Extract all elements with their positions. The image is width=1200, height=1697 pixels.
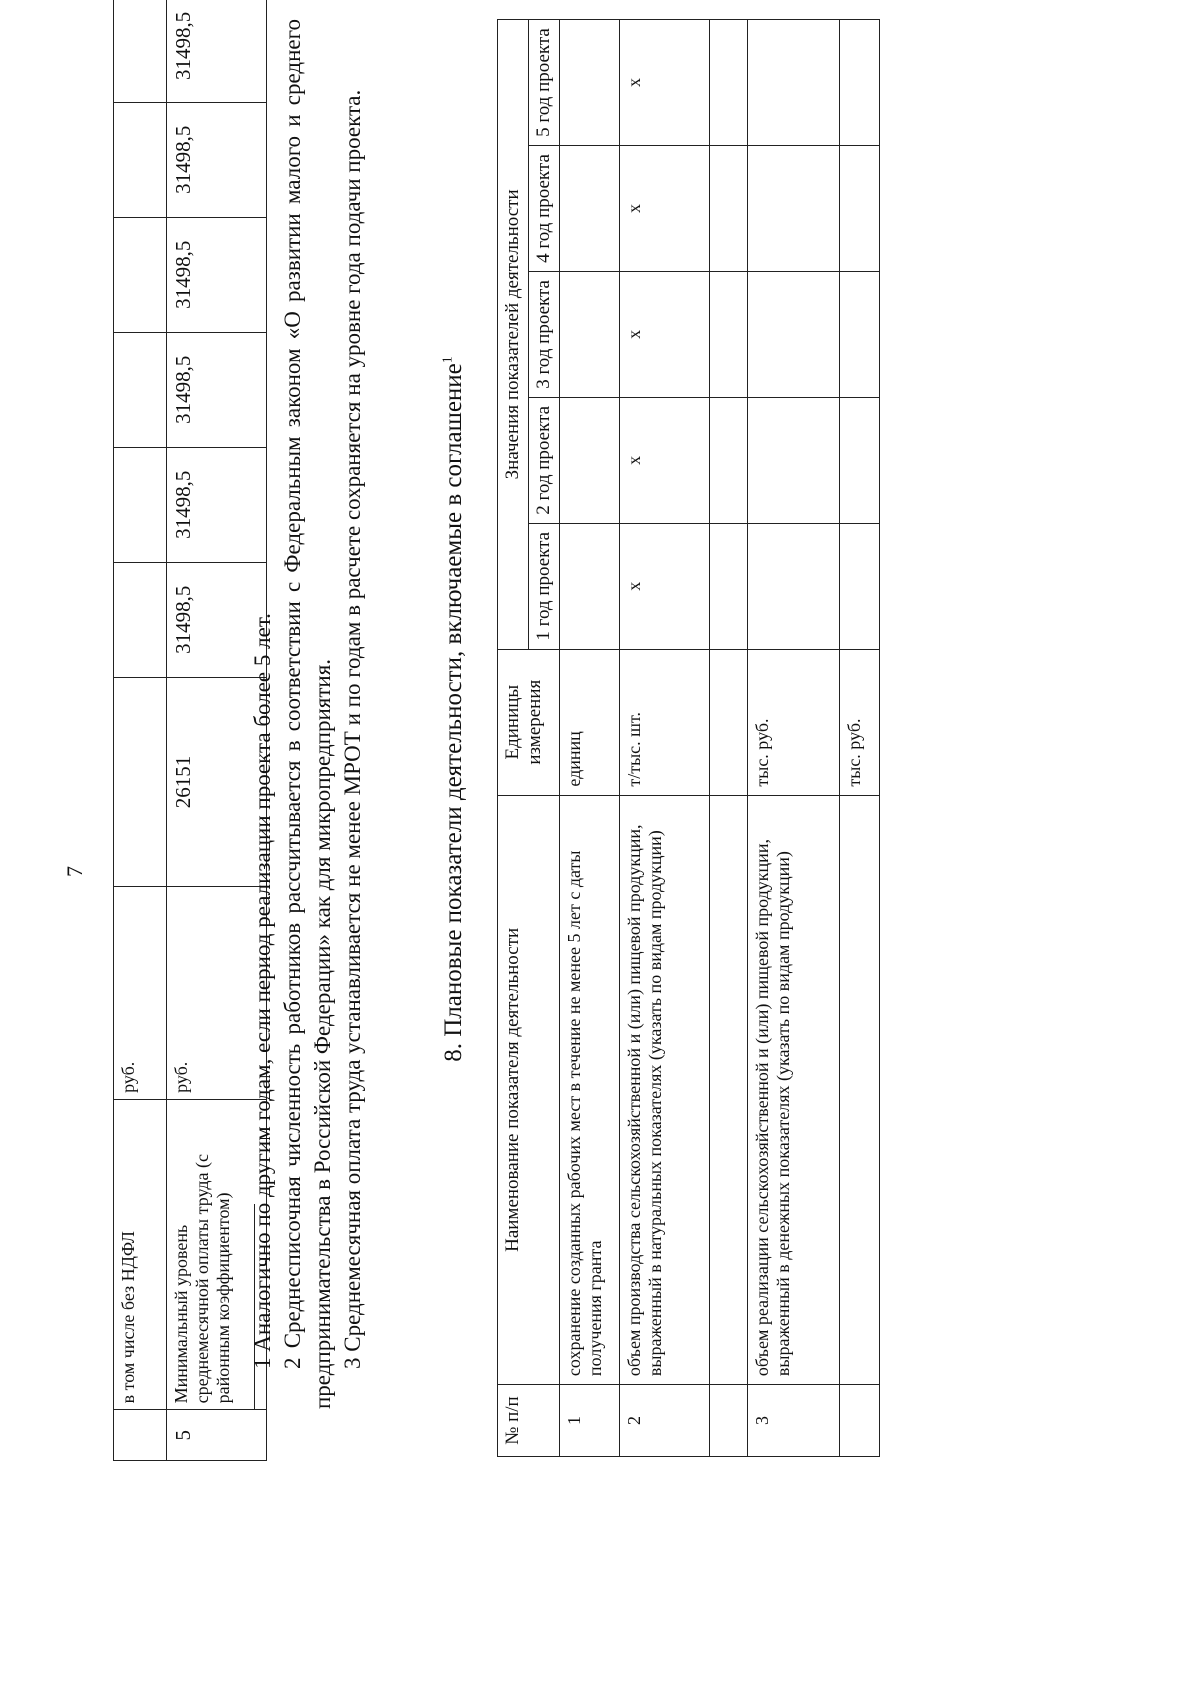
cell [710, 146, 748, 272]
year-header: 2 год проекта [529, 397, 560, 523]
cell: х [620, 397, 710, 523]
footnote-3: 3 Среднемесячная оплата труда устанавливается не менее МРОТ и по годам в расчете сохраняется на уровне года подачи проекта. [340, 89, 365, 1369]
col-unit-header: Единицы измерения [498, 649, 560, 795]
cell [748, 271, 840, 397]
cell [840, 523, 880, 649]
cell [710, 20, 748, 146]
cell [748, 397, 840, 523]
table-row [620, 20, 710, 1457]
header-row [498, 20, 529, 1457]
row-num: 3 [748, 1385, 840, 1457]
row-num: 1 [560, 1385, 620, 1457]
cell: 31498,5 [167, 332, 267, 447]
cell [710, 271, 748, 397]
row-unit: тыс. руб. [840, 649, 880, 795]
year-header: 1 год проекта [529, 523, 560, 649]
row-num: 5 [167, 1410, 267, 1461]
row-name: объем производства сельскохозяйственной и (или) пищевой продукции, выраженный в натуральных показателях (указать по видам продукции) [620, 795, 710, 1384]
section-title-text: 8. Плановые показатели деятельности, включаемые в соглашение [440, 363, 467, 1062]
footnotes [248, 19, 368, 1409]
cell [114, 677, 167, 886]
col-name-header: Наименование показателя деятельности [498, 795, 560, 1384]
cell [114, 217, 167, 332]
row-unit [710, 649, 748, 795]
footnote-2: 2 Среднесписочная численность работников рассчитывается в соответствии с Федеральным законом «О развитии малого и среднего предпринимательства в Российской Федерации» как для микропредприятия. [280, 19, 335, 1409]
cell: 31498,5 [167, 447, 267, 562]
row-name: объем реализации сельскохозяйственной и (или) пищевой продукции, выраженный в денежных показателях (указать по видам продукции) [748, 795, 840, 1384]
year-header: 3 год проекта [529, 271, 560, 397]
cell: х [620, 523, 710, 649]
row-label: Минимальный уровень среднемесячной оплаты труда (с районным коэффициентом) [167, 1099, 267, 1410]
row-unit: т/тыс. шт. [620, 649, 710, 795]
cell [840, 20, 880, 146]
table-top [113, 0, 267, 1461]
row-num [710, 1385, 748, 1457]
row-name [840, 795, 880, 1384]
row-name: сохранение созданных рабочих мест в течение не менее 5 лет с даты получения гранта [560, 795, 620, 1384]
section-title-sup: 1 [440, 356, 456, 364]
values-group-header: Значения показателей деятельности [498, 20, 529, 650]
cell: 31498,5 [167, 217, 267, 332]
cell [114, 102, 167, 217]
row-unit: единиц [560, 649, 620, 795]
cell: 31498,5 [167, 102, 267, 217]
row-unit: руб. [114, 887, 167, 1100]
row-label: в том числе без НДФЛ [114, 1099, 167, 1410]
cell [114, 447, 167, 562]
cell [560, 523, 620, 649]
year-header: 5 год проекта [529, 20, 560, 146]
cell [710, 397, 748, 523]
cell [748, 146, 840, 272]
page-number: 7 [62, 866, 87, 877]
table-row [710, 20, 748, 1457]
cell: х [620, 271, 710, 397]
cell [840, 271, 880, 397]
row-name [710, 795, 748, 1384]
cell [748, 523, 840, 649]
year-header: 4 год проекта [529, 146, 560, 272]
table-row [748, 20, 840, 1457]
cell [840, 146, 880, 272]
cell [710, 523, 748, 649]
col-num-header: № п/п [498, 1385, 560, 1457]
cell [748, 20, 840, 146]
cell [560, 271, 620, 397]
section-title [440, 9, 468, 1409]
cell: 26151 [167, 677, 267, 886]
cell: х [620, 146, 710, 272]
cell [114, 562, 167, 677]
row-num [114, 1410, 167, 1461]
cell [840, 397, 880, 523]
cell: 31498,5 [167, 562, 267, 677]
cell [560, 397, 620, 523]
row-unit: руб. [167, 887, 267, 1100]
cell [114, 0, 167, 102]
table-row [114, 0, 167, 1461]
table-row [560, 20, 620, 1457]
cell: 31498,5 [167, 0, 267, 102]
table-row [840, 20, 880, 1457]
cell [114, 332, 167, 447]
cell: х [620, 20, 710, 146]
row-num [840, 1385, 880, 1457]
row-unit: тыс. руб. [748, 649, 840, 795]
cell [560, 20, 620, 146]
row-num: 2 [620, 1385, 710, 1457]
cell [560, 146, 620, 272]
table-main [497, 19, 880, 1457]
footnote-1: 1 Аналогично по другим годам, если период реализации проекта более 5 лет. [250, 613, 275, 1369]
